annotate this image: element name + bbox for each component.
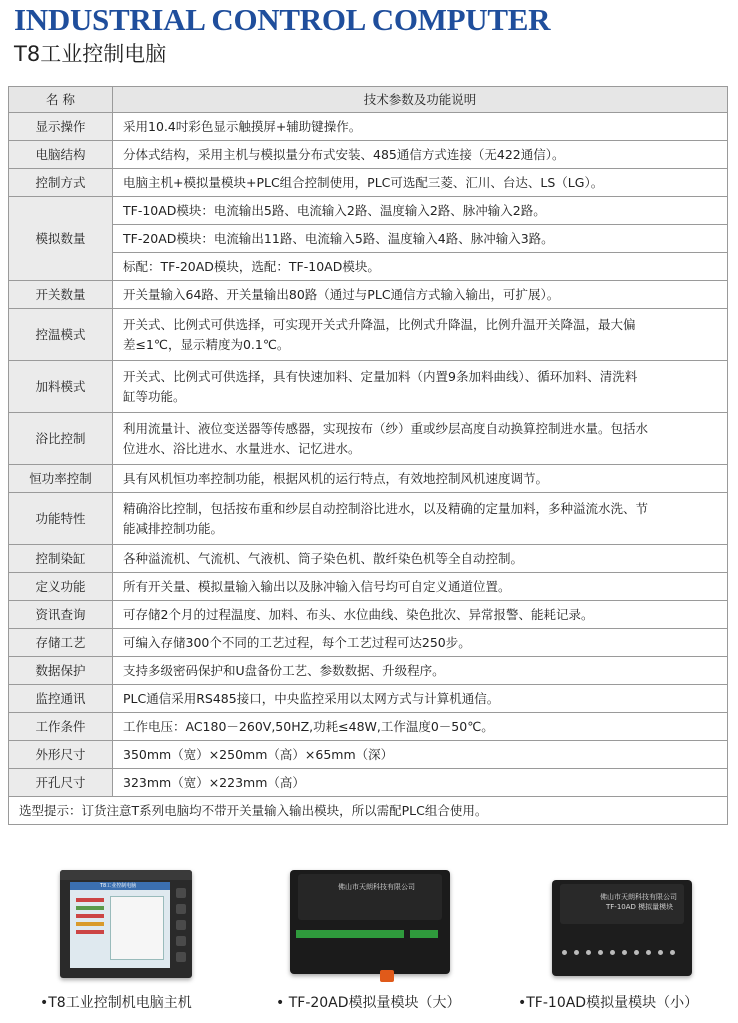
row-name: 外形尺寸 [9,741,113,769]
row-name: 定义功能 [9,573,113,601]
row-name: 数据保护 [9,657,113,685]
row-name: 控制染缸 [9,545,113,573]
table-row [9,169,728,197]
module-connector [380,970,394,982]
table-row [9,197,728,225]
table-row [9,657,728,685]
row-desc: 开关式、比例式可供选择，具有快速加料、定量加料（内置9条加料曲线）、循环加料、清洗料 缸等功能。 [113,361,728,413]
row-name: 电脑结构 [9,141,113,169]
row-name: 模拟数量 [9,197,113,281]
row-name: 浴比控制 [9,413,113,465]
row-name: 控制方式 [9,169,113,197]
row-name: 恒功率控制 [9,465,113,493]
row-desc: 开关式、比例式可供选择，可实现开关式升降温，比例式升降温，比例升温开关降温，最大偏 差≤1℃，显示精度为0.1℃。 [113,309,728,361]
module-brand: 佛山市天朗科技有限公司 [338,883,415,891]
product-caption: •TF-10AD模拟量模块（小） [518,995,699,1011]
table-row [9,309,728,361]
row-desc: TF-20AD模块：电流输出11路、电流输入5路、温度输入4路、脉冲输入3路。 [113,225,728,253]
table-row [9,629,728,657]
selection-note: 选型提示：订货注意T系列电脑均不带开关量输入输出模块，所以需配PLC组合使用。 [9,797,728,825]
row-desc: 精确浴比控制，包括按布重和纱层自动控制浴比进水，以及精确的定量加料，多种溢流水洗、节 能减排控制功能。 [113,493,728,545]
row-name: 控温模式 [9,309,113,361]
key-button [176,904,186,914]
row-name: 功能特性 [9,493,113,545]
row-desc: PLC通信采用RS485接口，中央监控采用以太网方式与计算机通信。 [113,685,728,713]
table-row [9,361,728,413]
product-images [0,840,738,1023]
terminal-block [410,930,438,938]
row-desc: 323mm（宽）×223mm（高） [113,769,728,797]
row-name: 开关数量 [9,281,113,309]
table-row [9,281,728,309]
table-note-row [9,797,728,825]
module-brand: 佛山市天朗科技有限公司 [600,893,677,901]
table-row [9,545,728,573]
row-name: 显示操作 [9,113,113,141]
module-top-panel [298,874,442,920]
terminal-block [296,930,404,938]
table-row [9,141,728,169]
column-header-desc: 技术参数及功能说明 [113,87,728,113]
row-desc: 各种溢流机、气流机、气液机、筒子染色机、散纤染色机等全自动控制。 [113,545,728,573]
table-row [9,113,728,141]
row-name: 资讯查询 [9,601,113,629]
screen-title: T8工业控制电脑 [100,883,137,889]
row-desc: 具有风机恒功率控制功能，根据风机的运行特点，有效地控制风机速度调节。 [113,465,728,493]
computer-screen [70,882,170,968]
key-button [176,952,186,962]
row-desc: 工作电压：AC180－260V,50HZ,功耗≤48W,工作温度0－50℃。 [113,713,728,741]
row-name: 加料模式 [9,361,113,413]
row-name: 工作条件 [9,713,113,741]
column-header-name: 名 称 [9,87,113,113]
page-title-cn: T8工业控制电脑 [14,42,167,66]
table-row [9,601,728,629]
product-caption: •T8工业控制机电脑主机 [40,995,192,1011]
table-row [9,465,728,493]
table-row [9,413,728,465]
row-desc: 分体式结构，采用主机与模拟量分布式安装、485通信方式连接（无422通信）。 [113,141,728,169]
row-desc: 标配：TF-20AD模块，选配：TF-10AD模块。 [113,253,728,281]
row-desc: 开关量输入64路、开关量输出80路（通过与PLC通信方式输入输出，可扩展）。 [113,281,728,309]
product-caption: • TF-20AD模拟量模块（大） [276,995,461,1011]
row-desc: 采用10.4吋彩色显示触摸屏+辅助键操作。 [113,113,728,141]
computer-top-bar [60,870,192,880]
page-title-en: INDUSTRIAL CONTROL COMPUTER [14,2,551,37]
table-row [9,769,728,797]
key-button [176,936,186,946]
table-row [9,685,728,713]
table-row [9,741,728,769]
row-desc: 支持多级密码保护和U盘备份工艺、参数数据、升级程序。 [113,657,728,685]
table-row [9,713,728,741]
table-header-row [9,87,728,113]
row-name: 监控通讯 [9,685,113,713]
spec-table [8,86,728,825]
row-name: 开孔尺寸 [9,769,113,797]
table-row [9,225,728,253]
module-model-label: TF-10AD 模拟量模块 [606,903,674,911]
row-desc: 电脑主机+模拟量模块+PLC组合控制使用，PLC可选配三菱、汇川、台达、LS（LG）。 [113,169,728,197]
row-desc: 350mm（宽）×250mm（高）×65mm（深） [113,741,728,769]
row-desc: TF-10AD模块：电流输出5路、电流输入2路、温度输入2路、脉冲输入2路。 [113,197,728,225]
table-row [9,493,728,545]
key-button [176,920,186,930]
table-row [9,253,728,281]
row-desc: 可存储2个月的过程温度、加料、布头、水位曲线、染色批次、异常报警、能耗记录。 [113,601,728,629]
row-name: 存储工艺 [9,629,113,657]
table-row [9,573,728,601]
row-desc: 可编入存储300个不同的工艺过程，每个工艺过程可达250步。 [113,629,728,657]
row-desc: 利用流量计、液位变送器等传感器，实现按布（纱）重或纱层高度自动换算控制进水量。包括水 位进水、浴比进水、水量进水、记忆进水。 [113,413,728,465]
key-button [176,888,186,898]
row-desc: 所有开关量、模拟量输入输出以及脉冲输入信号均可自定义通道位置。 [113,573,728,601]
